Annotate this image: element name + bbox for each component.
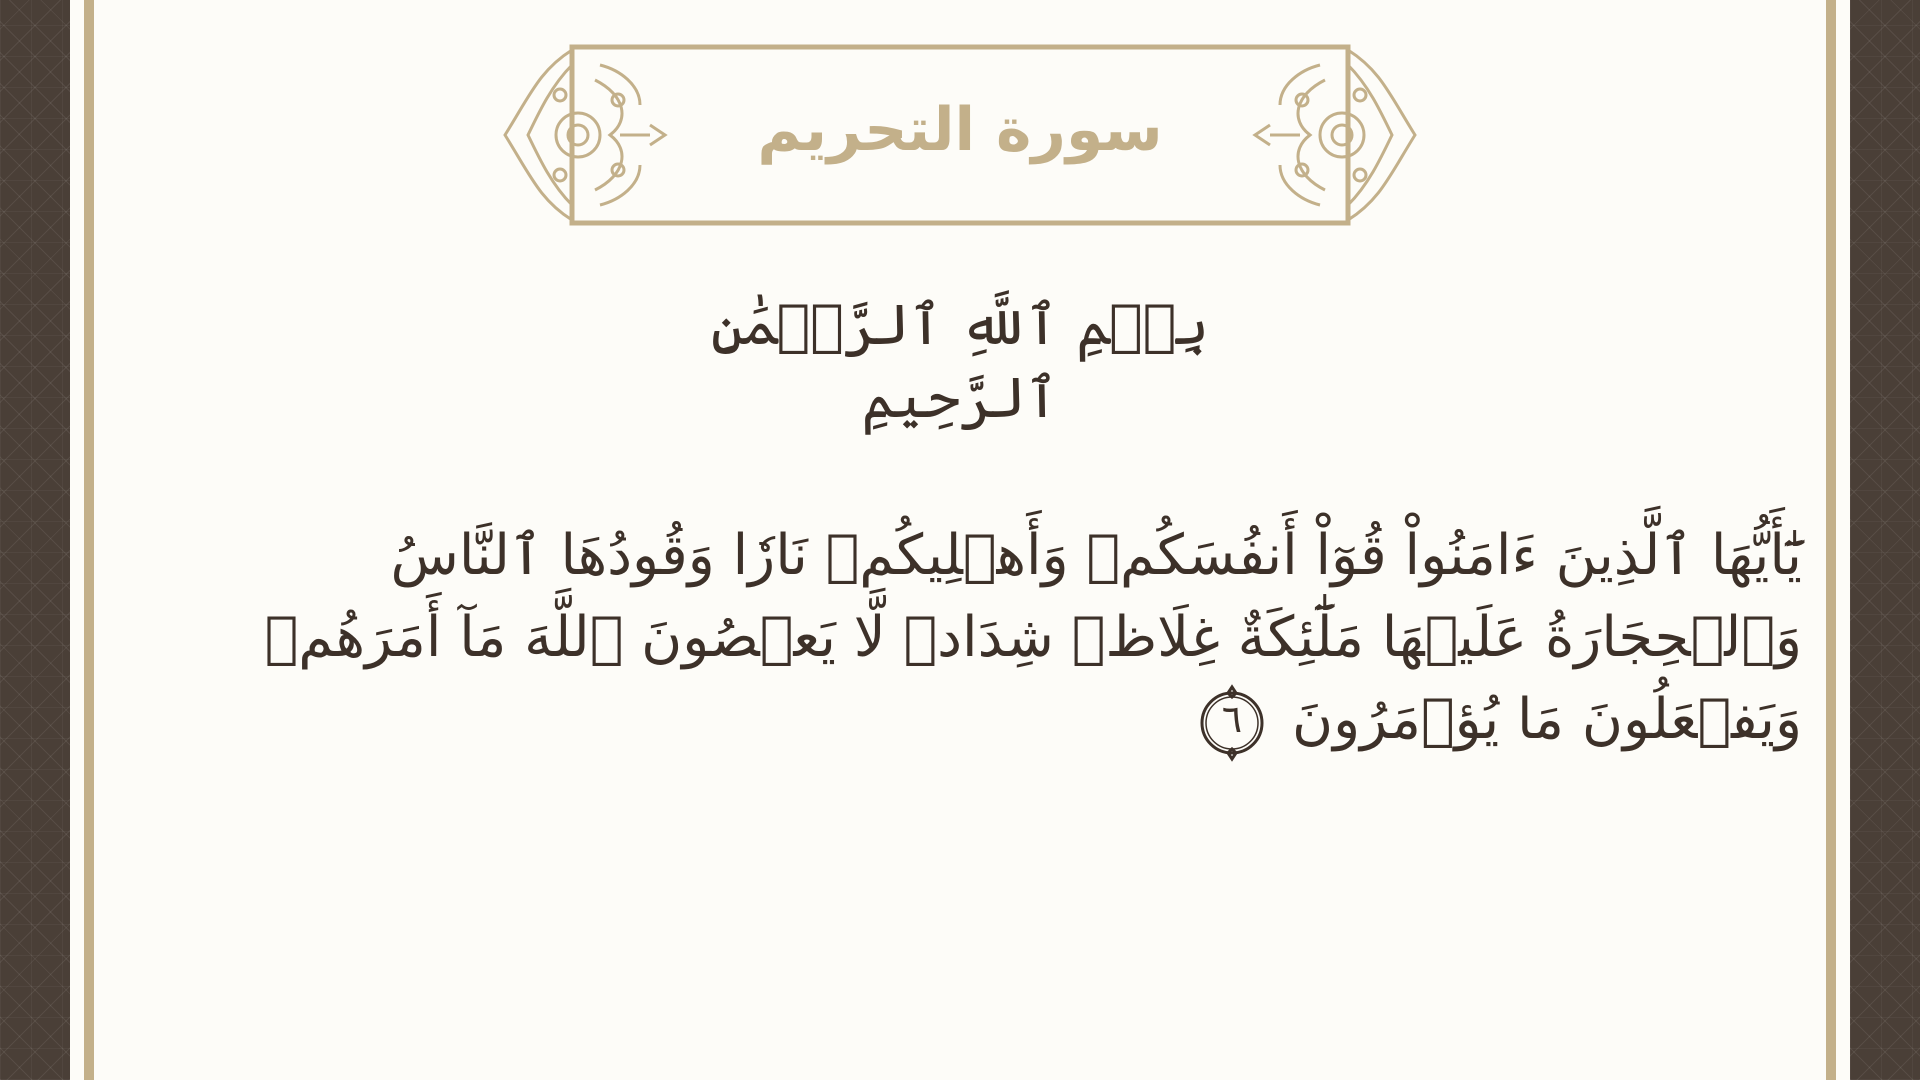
ayah-line-last — [302, 679, 1802, 763]
surah-title: سورة التحريم — [757, 95, 1163, 165]
left-gold-border — [84, 0, 94, 1080]
left-ornamental-panel — [0, 0, 70, 1080]
ayah-line: يَٰٓأَيُّهَا ٱلَّذِينَ ءَامَنُواْ قُوٓاْ أَنفُسَكُمۡ وَأَهۡلِيكُمۡ نَارٗا وَقُودُهَا ٱلنَّاسُ — [390, 523, 1802, 588]
ayah-line-text: وَيَفۡعَلُونَ مَا يُؤۡمَرُونَ — [1291, 687, 1802, 752]
surah-title-frame — [500, 40, 1420, 230]
basmala: بِسۡمِ ٱللَّهِ ٱلرَّحۡمَٰنِ ٱلرَّحِيمِ — [710, 293, 1210, 431]
ayah-line: وَٱلۡحِجَارَةُ عَلَيۡهَا مَلَٰٓئِكَةٌ غِلَاظٞ شِدَادٞ لَّا يَعۡصُونَ ٱللَّهَ مَآ أَمَرَهُمۡ — [264, 605, 1802, 670]
ayah-text — [264, 515, 1802, 763]
right-ornamental-panel — [1850, 0, 1920, 1080]
ayah-number: ٦ — [1221, 696, 1243, 741]
right-gold-border — [1826, 0, 1836, 1080]
ayah-number-marker — [1192, 683, 1272, 763]
